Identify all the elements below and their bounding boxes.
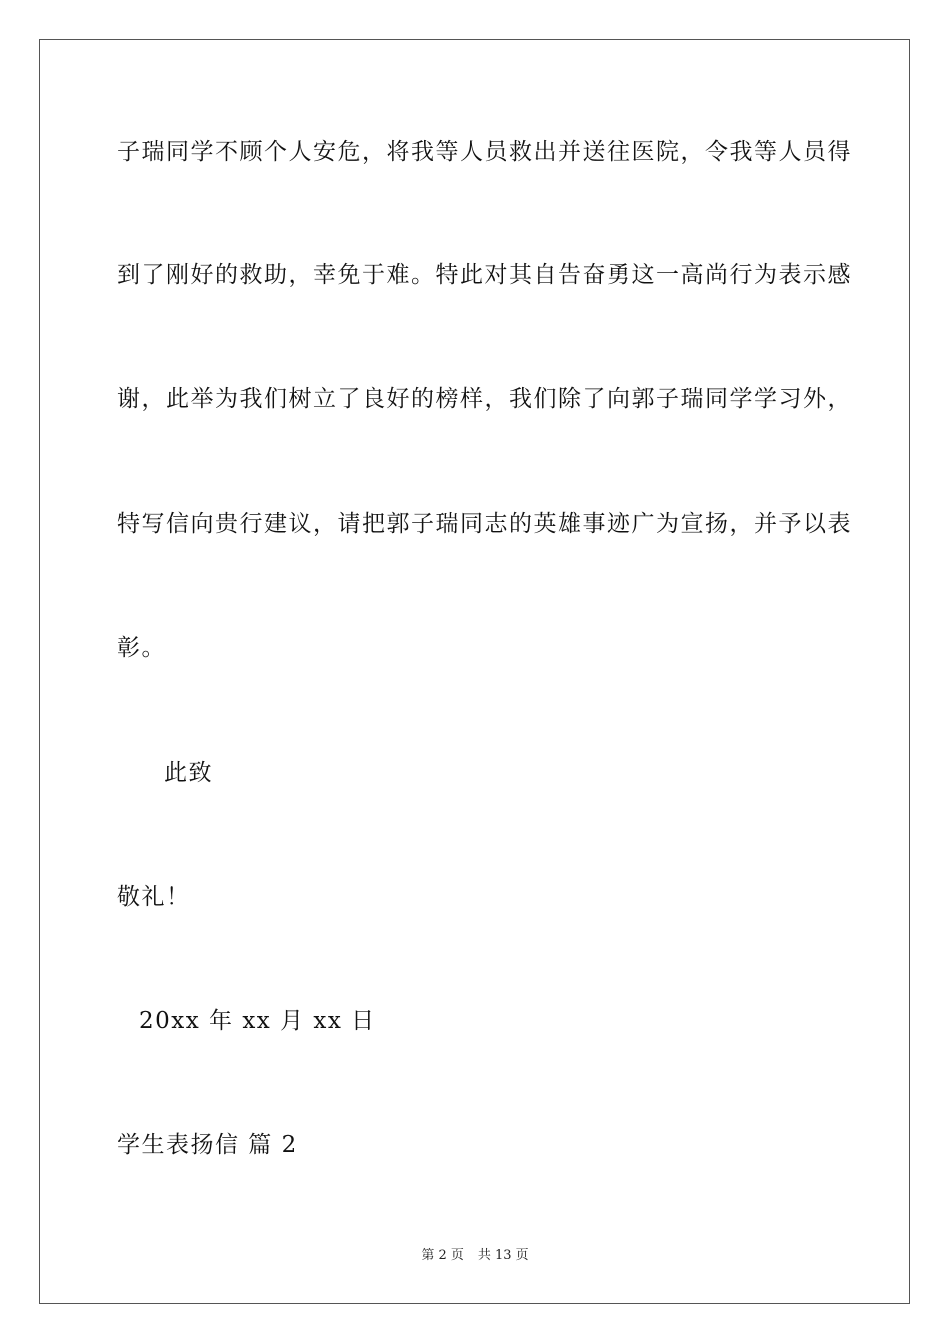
page-border — [39, 39, 910, 1304]
body-text-line: 子瑞同学不顾个人安危，将我等人员救出并送往医院，令我等人员得 — [117, 139, 852, 165]
page-footer — [0, 1247, 950, 1265]
section-heading: 学生表扬信 篇 2 — [117, 1132, 298, 1158]
closing-text: 此致 — [164, 760, 213, 786]
body-text-line: 到了刚好的救助，幸免于难。特此对其自告奋勇这一高尚行为表示感 — [117, 262, 852, 288]
page-number: 第 2 页 — [421, 1248, 464, 1263]
salute-text: 敬礼！ — [117, 884, 191, 910]
body-text-line: 特写信向贵行建议，请把郭子瑞同志的英雄事迹广为宣扬，并予以表 — [117, 511, 852, 537]
page-total: 共 13 页 — [477, 1248, 529, 1263]
date-text: 20xx 年 xx 月 xx 日 — [139, 1008, 376, 1034]
body-text-line: 彰。 — [117, 635, 166, 661]
body-text-line: 谢，此举为我们树立了良好的榜样，我们除了向郭子瑞同学学习外， — [117, 386, 852, 412]
